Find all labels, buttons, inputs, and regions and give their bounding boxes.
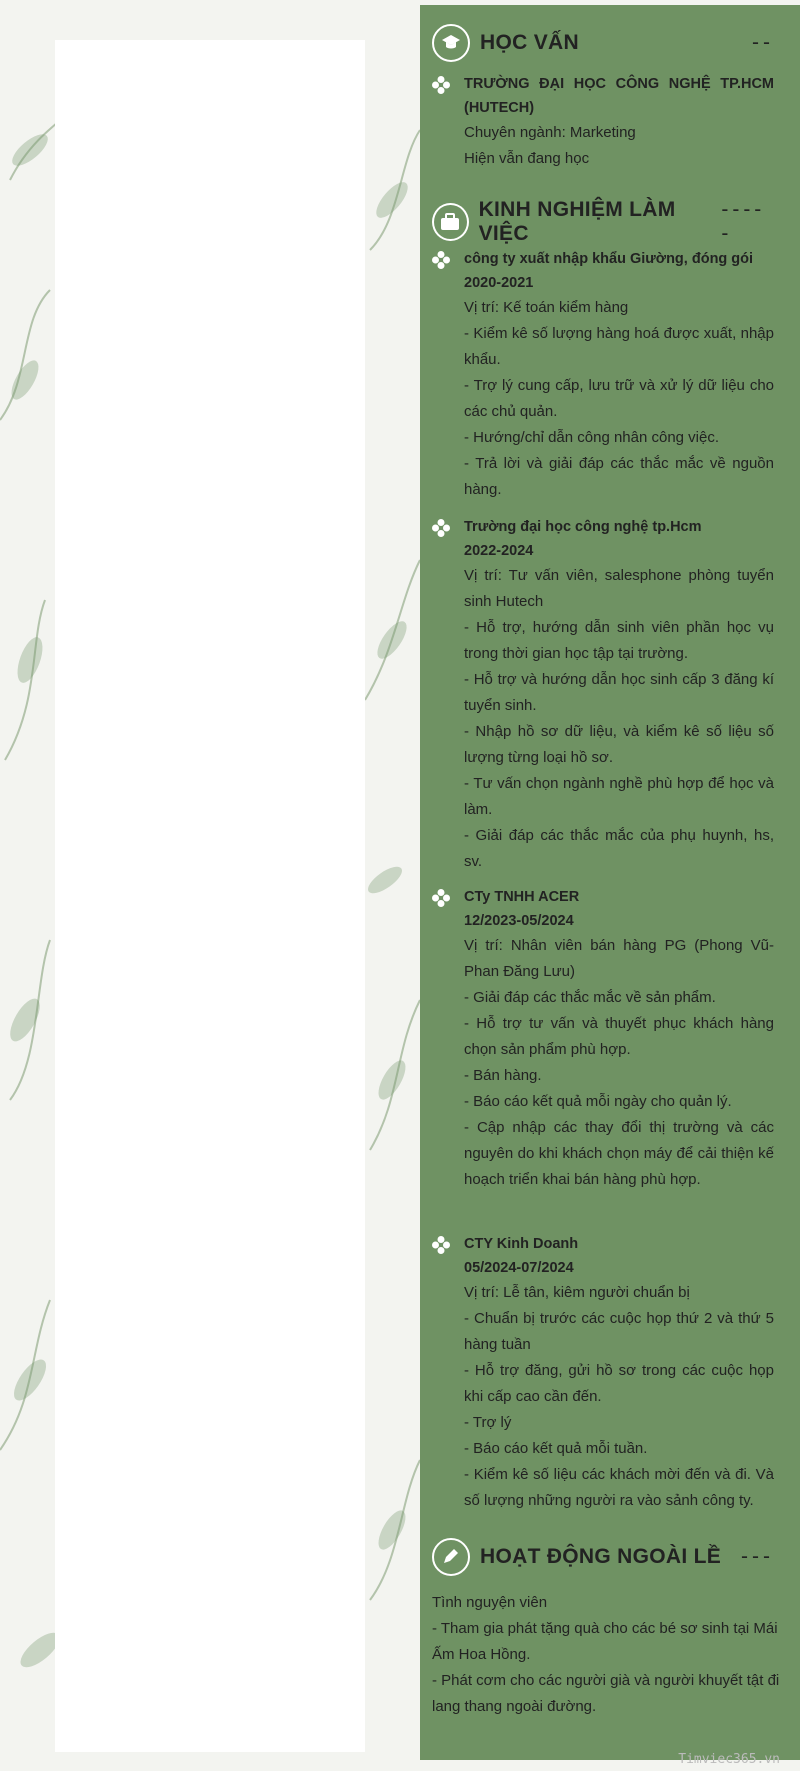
job-detail-line: - Trợ lý — [464, 1414, 512, 1431]
activity-line: - Phát cơm cho các người già và người khuyết tật đi lang thang ngoài đường. — [432, 1672, 780, 1715]
job-detail-line: - Kiểm kê số lượng hàng hoá được xuất, nhập khẩu. — [464, 325, 774, 368]
study-status: Hiện vẫn đang học — [464, 150, 590, 167]
experience-heading — [432, 198, 774, 246]
major: Chuyên ngành: Marketing — [464, 124, 636, 141]
experience-title: KINH NGHIỆM LÀM VIỆC — [478, 198, 676, 245]
flower-bullet-icon — [432, 889, 450, 907]
job-detail-line: - Giải đáp các thắc mắc về sản phẩm. — [464, 989, 716, 1006]
education-heading — [432, 24, 774, 62]
job-detail-line: - Nhập hồ sơ dữ liệu, và kiểm kê số liệu số lượng từng loại hồ sơ. — [464, 723, 774, 766]
pen-icon — [432, 1538, 470, 1576]
education-title: HỌC VẤN — [480, 31, 579, 54]
heading-dash: --- — [741, 1545, 774, 1568]
watermark: Timviec365.vn — [678, 1752, 780, 1767]
activities-text — [432, 1590, 786, 1720]
job-detail-line: - Giải đáp các thắc mắc của phụ huynh, hs, sv. — [464, 827, 774, 870]
flower-bullet-icon — [432, 1236, 450, 1254]
job-entry — [432, 1232, 774, 1514]
job-detail-line: - Bán hàng. — [464, 1067, 542, 1084]
job-detail-line: - Chuẩn bị trước các cuộc họp thứ 2 và thứ 5 hàng tuần — [464, 1310, 774, 1353]
job-detail-line: Vị trí: Nhân viên bán hàng PG (Phong Vũ- Phan Đăng Lưu) — [464, 937, 774, 980]
job-detail-line: Vị trí: Lễ tân, kiêm người chuẩn bị — [464, 1284, 690, 1301]
activity-line: Tình nguyện viên — [432, 1594, 548, 1611]
job-company: công ty xuất nhập khẩu Giường, đóng gói — [464, 251, 754, 267]
job-company: Trường đại học công nghệ tp.Hcm — [464, 519, 702, 535]
activity-line: - Tham gia phát tặng quà cho các bé sơ sinh tại Mái Ấm Hoa Hồng. — [432, 1620, 778, 1663]
job-detail-line: - Trả lời và giải đáp các thắc mắc về nguồn hàng. — [464, 455, 774, 498]
job-detail-line: - Kiểm kê số liệu các khách mời đến và đi. Và số lượng những người ra vào sảnh công ty. — [464, 1466, 774, 1509]
job-detail-line: - Cập nhập các thay đổi thị trường và các nguyên do khi khách chọn máy để cải thiện kế hoạch triển khai bán hàng phù hợp. — [464, 1119, 774, 1188]
school-name: TRƯỜNG ĐẠI HỌC CÔNG NGHỆ TP.HCM (HUTECH) — [464, 76, 774, 116]
heading-dash: -- — [752, 31, 774, 54]
graduation-cap-icon — [432, 24, 470, 62]
job-detail-line: - Trợ lý cung cấp, lưu trữ và xử lý dữ liệu cho các chủ quản. — [464, 377, 774, 420]
briefcase-icon — [432, 203, 469, 241]
job-entry — [432, 247, 774, 503]
job-period: 05/2024-07/2024 — [464, 1260, 574, 1276]
activities-title: HOẠT ĐỘNG NGOÀI LỀ — [480, 1545, 722, 1568]
job-detail-line: - Hỗ trợ và hướng dẫn học sinh cấp 3 đăng kí tuyển sinh. — [464, 671, 774, 714]
education-entry — [432, 72, 774, 172]
activities-heading — [432, 1538, 774, 1576]
left-column — [55, 40, 365, 1752]
job-detail-line: - Báo cáo kết quả mỗi tuần. — [464, 1440, 648, 1457]
job-detail-line: - Hướng/chỉ dẫn công nhân công việc. — [464, 429, 720, 446]
job-detail-line: - Hỗ trợ đăng, gửi hồ sơ trong các cuộc họp khi cấp cao cần đến. — [464, 1362, 774, 1405]
job-detail-line: - Hỗ trợ, hướng dẫn sinh viên phần học vụ trong thời gian học tập tại trường. — [464, 619, 774, 662]
job-detail-line: Vị trí: Tư vấn viên, salesphone phòng tuyển sinh Hutech — [464, 567, 774, 610]
job-period: 2020-2021 — [464, 275, 534, 291]
job-company: CTy TNHH ACER — [464, 889, 580, 905]
job-entry — [432, 885, 774, 1193]
job-company: CTY Kinh Doanh — [464, 1236, 579, 1252]
job-detail-line: - Báo cáo kết quả mỗi ngày cho quản lý. — [464, 1093, 732, 1110]
job-entry — [432, 515, 774, 875]
heading-dash: ----- — [721, 198, 766, 245]
job-detail-line: Vị trí: Kế toán kiểm hàng — [464, 299, 629, 316]
flower-bullet-icon — [432, 251, 450, 269]
job-detail-line: - Hỗ trợ tư vấn và thuyết phục khách hàng chọn sản phẩm phù hợp. — [464, 1015, 774, 1058]
job-detail-line: - Tư vấn chọn ngành nghề phù hợp để học và làm. — [464, 775, 774, 818]
job-period: 2022-2024 — [464, 543, 534, 559]
flower-bullet-icon — [432, 76, 450, 94]
job-period: 12/2023-05/2024 — [464, 913, 574, 929]
flower-bullet-icon — [432, 519, 450, 537]
